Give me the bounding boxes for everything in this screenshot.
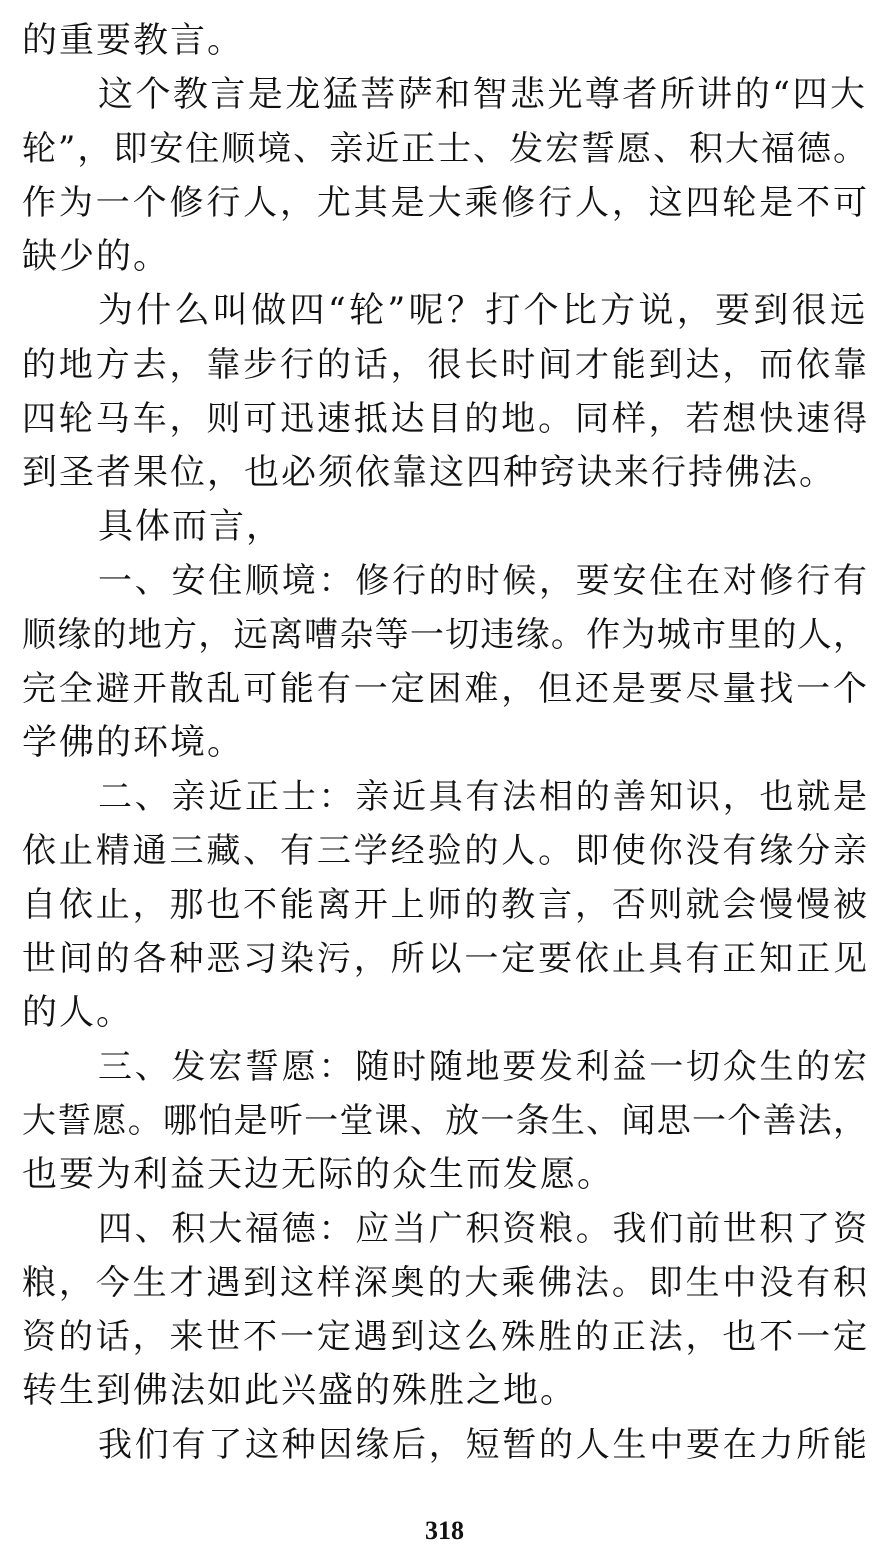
text-line: 四、积大福德：应当广积资粮。我们前世积了资 <box>98 1209 867 1249</box>
text-line: 这个教言是龙猛菩萨和智悲光尊者所讲的“四大 <box>98 75 867 115</box>
text-line: 为什么叫做四“轮”呢？打个比方说，要到很远 <box>98 291 867 331</box>
body-text <box>22 14 867 1472</box>
text-line: 学佛的环境。 <box>22 723 245 763</box>
text-line: 二、亲近正士：亲近具有法相的善知识，也就是 <box>98 777 867 817</box>
text-line: 世间的各种恶习染污，所以一定要依止具有正知正见 <box>22 939 867 979</box>
text-line: 的重要教言。 <box>22 21 245 61</box>
text-line: 完全避开散乱可能有一定困难，但还是要尽量找一个 <box>22 669 867 709</box>
text-line: 依止精通三藏、有三学经验的人。即使你没有缘分亲 <box>22 831 867 871</box>
text-line: 具体而言， <box>98 507 284 547</box>
text-line: 我们有了这种因缘后，短暂的人生中要在力所能 <box>98 1425 867 1465</box>
text-line: 作为一个修行人，尤其是大乘修行人，这四轮是不可 <box>22 183 867 223</box>
text-line: 粮，今生才遇到这样深奥的大乘佛法。即生中没有积 <box>22 1263 867 1303</box>
text-line: 一、安住顺境：修行的时候，要安住在对修行有 <box>98 561 867 601</box>
text-line: 顺缘的地方，远离嘈杂等一切违缘。作为城市里的人， <box>22 615 867 655</box>
text-line: 到圣者果位，也必须依靠这四种窍诀来行持佛法。 <box>22 453 837 493</box>
text-line: 轮”，即安住顺境、亲近正士、发宏誓愿、积大福德。 <box>22 129 867 169</box>
text-line: 缺少的。 <box>22 237 171 277</box>
text-line: 三、发宏誓愿：随时随地要发利益一切众生的宏 <box>98 1047 867 1087</box>
text-line: 的人。 <box>22 993 134 1033</box>
page-number: 318 <box>425 1516 464 1545</box>
text-line: 四轮马车，则可迅速抵达目的地。同样，若想快速得 <box>22 399 867 439</box>
text-line: 也要为利益天边无际的众生而发愿。 <box>22 1155 615 1195</box>
text-line: 自依止，那也不能离开上师的教言，否则就会慢慢被 <box>22 885 867 925</box>
text-line: 资的话，来世不一定遇到这么殊胜的正法，也不一定 <box>22 1317 867 1357</box>
text-line: 的地方去，靠步行的话，很长时间才能到达，而依靠 <box>22 345 867 385</box>
text-line: 大誓愿。哪怕是听一堂课、放一条生、闻思一个善法， <box>22 1101 867 1141</box>
text-line: 转生到佛法如此兴盛的殊胜之地。 <box>22 1371 578 1411</box>
